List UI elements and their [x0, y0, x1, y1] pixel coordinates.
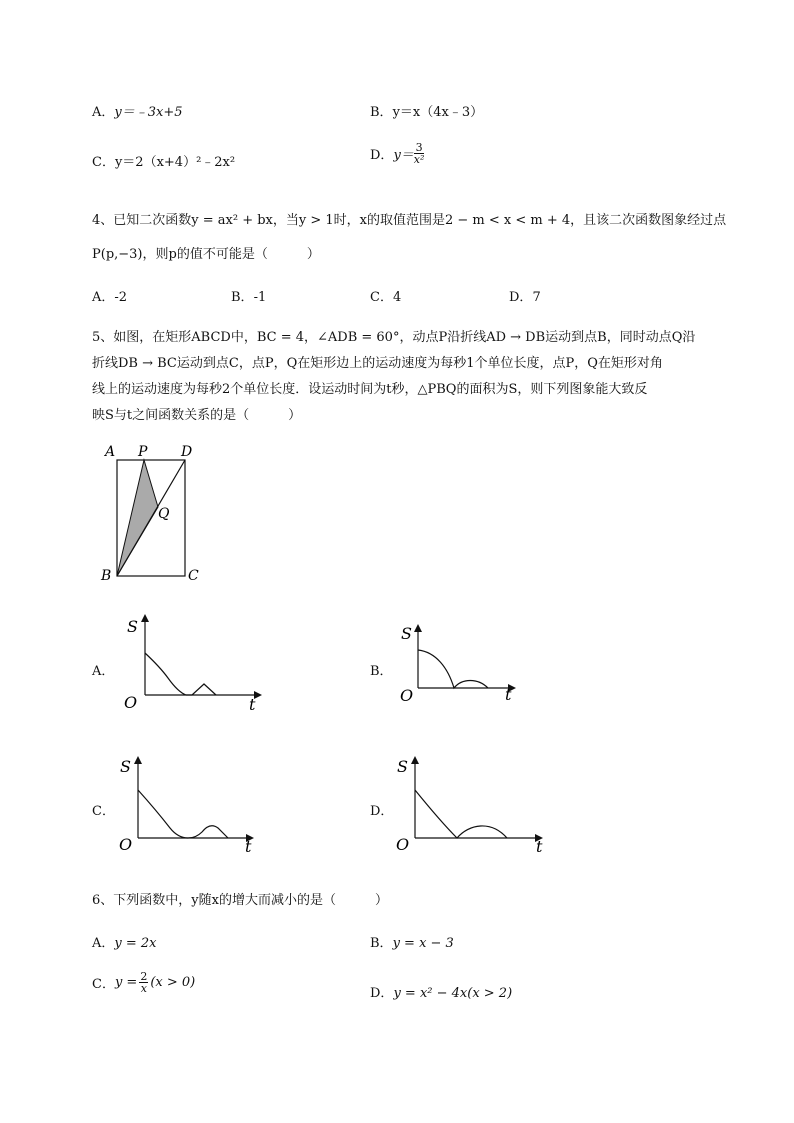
q3-option-a	[92, 101, 183, 120]
axis-label-s: S	[397, 757, 408, 776]
option-expr: y＝2（x+4）²﹣2x²	[114, 155, 236, 170]
diagonal-bd	[117, 460, 185, 576]
point-label-b: B	[101, 568, 112, 584]
fraction-denominator: x	[140, 982, 147, 995]
option-condition: (x > 0)	[150, 975, 196, 990]
option-value: -1	[253, 290, 267, 305]
q5-option-d-label: D．	[370, 804, 394, 819]
curve	[418, 650, 488, 688]
option-label: D．	[370, 148, 394, 163]
q5-option-a-label: A．	[92, 664, 115, 679]
option-label: B．	[370, 105, 393, 120]
q6-option-d	[370, 982, 512, 1001]
q6-stem: 6、下列函数中，y随x的增大而减小的是（ ）	[92, 893, 388, 908]
option-y: y =	[114, 975, 138, 990]
graph-option-b	[398, 620, 523, 705]
option-label: D．	[509, 290, 533, 305]
q4-stem-line1: 4、已知二次函数y = ax² + bx，当y > 1时，x的取值范围是2 − m < x < m + 4，且该二次函数图象经过点	[92, 213, 727, 228]
axis-label-s: S	[127, 617, 138, 636]
curve	[415, 790, 507, 838]
s-axis-arrow	[414, 624, 422, 632]
option-value: 4	[392, 290, 402, 305]
option-value: 7	[532, 290, 541, 305]
q4-option-a	[92, 286, 127, 305]
option-label: B．	[231, 290, 254, 305]
axis-label-t: t	[505, 685, 512, 704]
axis-label-t: t	[536, 837, 543, 856]
point-label-p: P	[138, 444, 148, 460]
fraction	[414, 142, 425, 165]
s-axis-arrow	[411, 756, 419, 764]
q6-option-b	[370, 932, 454, 951]
option-label: C．	[92, 155, 115, 170]
option-value: -2	[114, 290, 128, 305]
option-label: C．	[370, 290, 393, 305]
q5-stem-line1: 5、如图，在矩形ABCD中，BC = 4，∠ADB = 60°，动点P沿折线AD → DB运动到点B，同时动点Q沿	[92, 330, 696, 345]
s-axis-arrow	[134, 756, 142, 764]
q3-option-c	[92, 151, 235, 170]
axis-label-s: S	[120, 757, 131, 776]
q3-option-d	[370, 142, 424, 165]
option-label: A．	[92, 936, 115, 951]
point-label-a: A	[105, 444, 116, 460]
point-label-c: C	[188, 568, 199, 584]
option-label: A．	[92, 290, 115, 305]
option-expr: y = x − 3	[392, 936, 454, 951]
option-y: y＝	[393, 148, 414, 163]
q4-option-c	[370, 286, 401, 305]
graph-option-a	[120, 612, 260, 717]
origin-label: O	[119, 835, 133, 854]
option-label: B．	[370, 936, 393, 951]
origin-label: O	[396, 835, 410, 854]
graph-option-d	[395, 752, 550, 857]
curve	[138, 790, 228, 838]
option-label: A．	[92, 105, 115, 120]
fraction-denominator: x²	[413, 153, 425, 166]
point-label-q: Q	[158, 506, 170, 522]
origin-label: O	[124, 693, 138, 712]
q4-option-b	[231, 286, 266, 305]
option-label: C．	[92, 977, 115, 992]
fraction-numerator: 2	[140, 970, 148, 983]
axis-label-t: t	[245, 837, 252, 856]
q4-stem-line2: P(p,−3)，则p的值不可能是（ ）	[92, 247, 320, 262]
q5-option-b-label: B．	[370, 664, 393, 679]
q5-stem-line2: 折线DB → BC运动到点C，点P，Q在矩形边上的运动速度为每秒1个单位长度，点P，Q在矩形对角	[92, 356, 663, 371]
axis-label-s: S	[401, 624, 412, 643]
axis-label-t: t	[249, 695, 256, 714]
option-label: D．	[370, 986, 394, 1001]
option-expr: y＝x（4x﹣3）	[392, 105, 484, 120]
graph-option-c	[118, 752, 258, 857]
origin-label: O	[400, 686, 414, 705]
point-label-d: D	[181, 444, 193, 460]
q6-option-a	[92, 932, 157, 951]
option-expr: y＝﹣3x+5	[114, 105, 183, 120]
q5-stem-line4: 映S与t之间函数关系的是（ ）	[92, 408, 302, 423]
fraction	[139, 971, 148, 994]
shaded-triangle-pbq	[117, 460, 158, 576]
s-axis-arrow	[141, 614, 149, 622]
q5-rectangle-figure	[95, 440, 215, 585]
option-expr: y = x² − 4x(x > 2)	[393, 986, 513, 1001]
option-expr: y = 2x	[114, 936, 157, 951]
q3-option-b	[370, 101, 483, 120]
q5-stem-line3: 线上的运动速度为每秒2个单位长度．设运动时间为t秒，△PBQ的面积为S，则下列图象能大致反	[92, 382, 648, 397]
fraction-numerator: 3	[415, 141, 423, 154]
curve	[145, 653, 216, 695]
q4-option-d	[509, 286, 541, 305]
q6-option-c	[92, 971, 195, 994]
q5-option-c-label: C．	[92, 804, 115, 819]
